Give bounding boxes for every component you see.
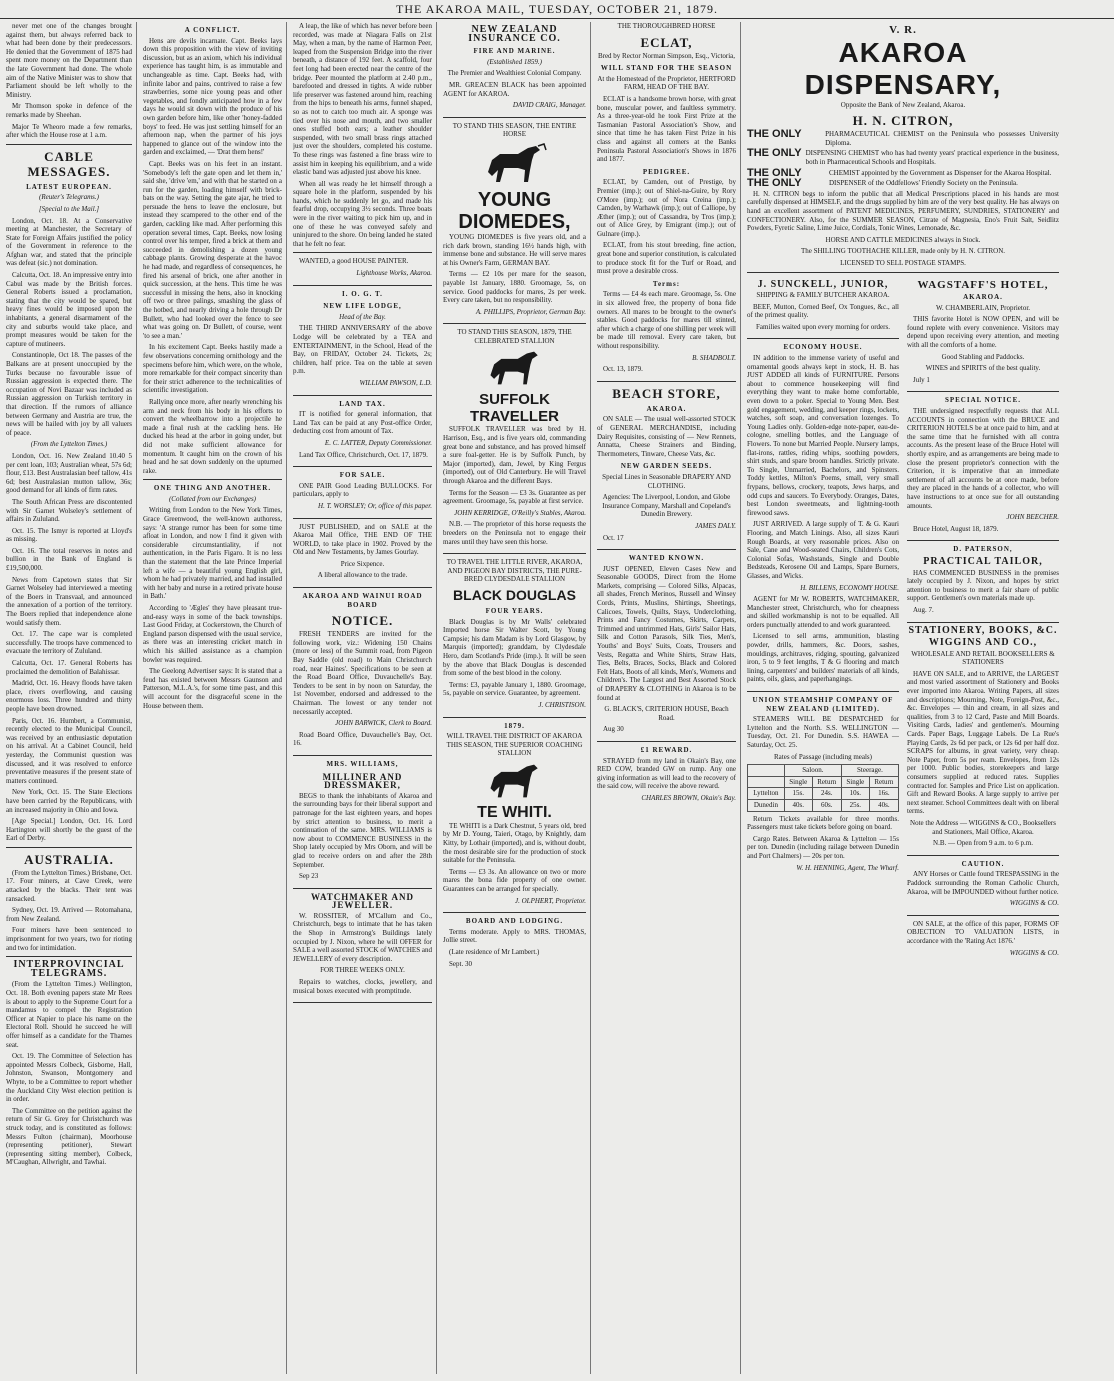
ad-title: NOTICE. <box>331 613 394 629</box>
column-6 <box>747 22 1063 1374</box>
dispatch: Paris, Oct. 16. Humbert, a Communist, recently elected to the Municipal Council, was received by an enthusiastic deputation on his arrival. At a Cabinet Council, held yesterday, the Communist question was discussed, and it was resolved to enforce preventative measures if the present state of matters continued. <box>6 716 132 785</box>
table-header <box>748 765 785 777</box>
ad-subtitle: Rates of Passage (including meals) <box>774 752 872 761</box>
ad-body: IN addition to the immense variety of useful and ornamental goods always kept in stock, H. B. has JUST ADDED all kinds of FURNITURE. Persons about to commence housekeeping will find everything they want to make home comfortable, even down to a poker. Special to Young Men. Best gold engagement, wedding, and keeper rings, lockets, watches, soft soap, and conversation lozenges. To Young Ladies only. Golden-edge note-paper, eau-de-cologne, smelling bottles, and the Language of Flowers. To none but Married People. Nursery lamps, flat-irons, rattles, riding whips, soothing powders, shirt studs, and spare broom handles. Strictly private. To Single, Unmarried, Bachelors, and Spinsters. Toddy kettles, Milton's Poems, small, very small frypans, bellows, crockery, teapots, Jews harps, and odd cups and saucers. To Everybody. Oranges, Dates, best London sweetmeats, and lightning-tooth firewood saws. <box>747 354 899 517</box>
ad-note: N.B. — The proprietor of this horse requests the breeders on the Peninsula not to engage their mares until they have seen this horse. <box>443 520 586 546</box>
ad-body: JUST PUBLISHED, and on SALE at the Akaroa Mail Office, THE END OF THE WORLD, to take place in 1902. Proved by the Old and New Testaments, by James Gourlay. <box>293 522 432 557</box>
column-5 <box>597 22 741 1374</box>
dispatch: Oct. 15. The Ismyr is reported at Lloyd's as missing. <box>6 526 132 544</box>
ad-reward <box>597 746 736 803</box>
ad-body: Black Douglas is by Mr Walls' celebrated Imported horse Sir Walter Scott, by Young Campsie; his dam Madam is by Lord Glasgow, by Marquis (imported); granddam, by Clydesdale Hero, dam Scotland's Pride (imp.). It will be seen by the above that Black Douglas is descended from some of the best blood in the colony. <box>443 617 586 678</box>
the-only-list <box>747 130 1059 188</box>
ad-note: N.B. — Open from 9 a.m. to 6 p.m. <box>933 839 1033 848</box>
ad-date: Aug 30 <box>603 725 624 734</box>
masthead: THE AKAROA MAIL, TUESDAY, OCTOBER 21, 1879. <box>0 0 1114 19</box>
only-text: CHEMIST appointed by the Government as Dispenser for the Akaroa Hospital. <box>829 168 1052 177</box>
ad-tailor <box>907 545 1059 622</box>
ad-body: JUST ARRIVED. A large supply of T. & G. Kauri Flooring, and Match Linings. Also, all sizes Kauri Rough Boards, at very reasonable prices. Also on Sale, Cane and Wood-seated Chairs, Children's Cots, Colonial Sofas, Washstands, Single and Double Bedsteads, Kerosene Oil and Lamps, Spare Burners, Glasses, and Wicks. <box>747 520 899 580</box>
ad-signature: JAMES DALY. <box>695 521 736 530</box>
ad-beach-store <box>597 386 736 550</box>
table-header: Return <box>812 776 841 788</box>
ad-title: ECONOMY HOUSE. <box>783 343 863 352</box>
ad-subtitle: Terms: <box>652 279 681 288</box>
ad-road-board <box>293 592 432 756</box>
ad-title: UNION STEAMSHIP COMPANY OF NEW ZEALAND (LIMITED). <box>752 696 894 713</box>
table-header: Saloon. <box>784 765 841 777</box>
ad-cargo: Cargo Rates. Between Akaroa & Lyttelton — 15s per ton. Dunedin (including railage between Dunedin and Port Chalmers) — 20s per ton. <box>747 834 899 860</box>
divider <box>293 252 432 253</box>
ad-stationery <box>907 624 1059 856</box>
ad-terms: Terms: £3, payable January 1, 1880. Groomage, 5s, payable on service. Guarantee, by agreement. <box>443 680 586 698</box>
ad-body: THIS favorite Hotel is NOW OPEN, and will be found replete with every convenience. Visitors may depend upon receiving every attention, and meeting with all the comforts of a home. <box>907 315 1059 350</box>
ad-body: STEAMERS WILL BE DESPATCHED for Lyttelton and the North. S.S. WELLINGTON — Tuesday, Oct. 21. For Dunedin. S.S. HAWEA — Saturday, Oct. 25. <box>747 715 899 749</box>
dispensary-licensed: LICENSED TO SELL POSTAGE STAMPS. <box>840 258 966 267</box>
only-label: THE ONLY <box>747 177 802 190</box>
only-text: DISPENSER of the Oddfellows' Friendly Society on the Peninsula. <box>829 179 1018 188</box>
table-header-row <box>748 776 899 788</box>
ad-title: WAGSTAFF'S HOTEL, <box>917 278 1049 291</box>
article-text: Mr Thomson spoke in defence of the remarks made by Sheehan. <box>6 102 132 119</box>
table-cell: 40s. <box>869 799 898 811</box>
ad-special-notice <box>907 396 1059 541</box>
ad-body: ECLAT is a handsome brown horse, with great bone, muscular power, and faultless symmetry. As a three-year-old he took First Prize at the Tasmanian Pastoral Association's Show, and since that time he has taken First Prize in his class and against all comers at the Banks Peninsula Pastoral Association's Shows in 1876 and 1877. <box>597 94 736 164</box>
table-header: Single <box>784 776 812 788</box>
ad-body: THE THIRD ANNIVERSARY of the above Lodge will be celebrated by a TEA and ENTERTAINMENT, in the School, Head of the Bay, on FRIDAY, October 24. Tickets, 2s; children, half price. Tea on the table at seven p.m. <box>293 324 432 376</box>
article-text: Capt. Beeks was on his feet in an instant. 'Somebody's left the gate open and let them in,' said she, 'drive 'em,' and with that he started on a run for the garden, loading himself with brick-bats on the way. Setting the gate ajar, he tried to persuade the hens to leave the enclosure, but instead they scampered to the other end of the garden, cackling like mad. After performing this operation several times, Capt. Beeks, now losing control over his temper, fired a brick at them and succeeded in demolishing a dozen young cabbage plants. Growing desperate at the havoc he had made, and regardless of consequences, he fired his arsenal of brick, one after another in quick succession, at the hens. This time he was successful in missing the hens, also in knocking off two or three palings, smashing the glass of the hotbed, and nearly driving a hole through Dr Bullett, who had looked over the fence to see what was going on. Dr Bullett, of course, went 'to see a man.' <box>143 159 282 340</box>
ad-subtitle: FIRE AND MARINE. <box>473 47 556 56</box>
table-cell: 10s. <box>841 788 869 800</box>
ad-title: WILL STAND FOR THE SEASON <box>600 64 733 73</box>
dispensary-body: H. N. CITRON begs to inform the public that all Medical Prescriptions placed in his hands are most carefully dispensed at HIMSELF, and the drugs supplied by him are of the very best quality. He has always on hand an excellent assortment of PATENT MEDICINES, PERFUMERY, SUNDRIES, STATIONERY and CONFECTIONERY. Also, for the SUMMER SEASON, Citrate of Magnesia, Eno's Fruit Salt, Seidlitz Powders, Fyretic Saline, Lime Juice, Cordials, Tonic Wines, Lemonade, &c. <box>747 189 1059 233</box>
the-only-row <box>747 166 1059 179</box>
ad-place: Road Board Office, Duvauchelle's Bay, Oct. 16. <box>293 730 432 748</box>
ad-body: ECLAT, by Camden, out of Prestige, by Premier (imp.); out of Shiel-na-Guire, by Rory O'More (imp.); out of Nora Creina (imp.); Camden, by Warhawk (imp.); out of Calliope, by Æther (imp.); out of Cassandra, by Tros (imp.); out of Alice Grey, by Emigrant (imp.); out of Gulnare (imp.). <box>597 178 736 238</box>
ad-body: ECLAT, from his stout breeding, fine action, great bone and superior constitution, is calculated to produce stock fit for the Turf or Road, and must prove a desirable cross. <box>597 241 736 276</box>
ad-body: W. ROSSITER, of M'Callum and Co., Christchurch, begs to intimate that he has taken the Shop in Armstrong's Buildings lately occupied by J. Nixon, where he will OFFER for SALE a well assorted STOCK of WATCHES and JEWELLERY of every description. <box>293 911 432 963</box>
dispatch: News from Capetown states that Sir Garnet Wolseley had interviewed a meeting of the Boers in Transvaal, and announced the annexation of a portion of the territory. The Boers replied that independence alone would satisfy them. <box>6 575 132 627</box>
ad-head: WILL TRAVEL THE DISTRICT OF AKAROA THIS SEASON, THE SUPERIOR COACHING STALLION <box>446 732 583 758</box>
section-title: CABLE MESSAGES. <box>27 148 111 179</box>
ad-agencies: Agencies: The Liverpool, London, and Globe Insurance Company, Marshall and Copeland's Dunedin Brewery. <box>602 493 731 519</box>
ad-body: MR. GREACEN BLACK has been appointed AGENT for AKAROA. <box>443 80 586 98</box>
dispatch: Oct. 16. The total reserves in notes and bullion in the Bank of England is £19,500,000. <box>6 546 132 573</box>
only-label: THE ONLY <box>747 147 802 160</box>
article-text: Writing from London to the New York Times, Grace Greenwood, the well-known authoress, says: 'A strange rumor has been for some time afloat in London, and now I find it given with considerable circumstantiality, if not authentication, in the Paris Figaro. It is no less than the statement that the late Prince Imperial left a wife — a beautiful young English girl, whom he had privately married, and had installed with her baby and nurse in a retired private house in Bath.' <box>143 506 282 601</box>
dispatch: London, Oct. 18. At a Conservative meeting at Manchester, the Secretary of State for Foreign Affairs justified the policy of the Government in reference to the Afghan war, and stated that the principle was defeat (sic.) not domination. <box>6 216 132 268</box>
dispatch: Sydney, Oct. 19. Arrived — Rotomahana, from New Zealand. <box>6 906 132 923</box>
ad-subtitle: SHIPPING & FAMILY BUTCHER AKAROA. <box>756 291 890 300</box>
table-header-row <box>748 765 899 777</box>
ad-body: YOUNG DIOMEDES is five years old, and a rich dark brown, standing 16½ hands high, with immense bone and substance. He will serve mares at his Owner's Farm, GERMAN BAY. <box>443 232 586 267</box>
ad-on-sale-forms <box>907 920 1059 957</box>
table-header: Steerage. <box>841 765 898 777</box>
source-line: (From the Lyttelton Times.) <box>30 440 108 449</box>
dispensary-toothache: The SHILLING TOOTHACHE KILLER, made only by H. N. CITRON. <box>800 247 1006 256</box>
ad-young-diomedes <box>443 122 586 325</box>
table-header <box>748 776 785 788</box>
ad-black-douglas <box>443 558 586 717</box>
ad-body: THE undersigned respectfully requests that ALL ACCOUNTS in connection with the BRUCE and CRITERION HOTELS be at once paid to him, and at the same time that he furnished with all contra accounts. As the present lease of the Bruce Hotel will shortly expire, and as arrangements are being made to close the present proprietor's connection with the Criterion, it is imperative that an immediate settlement of all accounts be at once made, before they are placed in the hands of a collector, who will have instructions to at once sue for all outstanding amounts. <box>907 407 1059 510</box>
ad-date: Aug. 7. <box>913 605 934 614</box>
ad-price: Price Sixpence. <box>340 559 385 568</box>
ad-firm: WIGGINS AND CO., <box>928 637 1038 649</box>
ad-signature: J. OLPHERT, Proprietor. <box>515 896 586 905</box>
ad-signature: JOHN BEECHER. <box>1006 513 1059 522</box>
ad-suffolk-traveller <box>443 328 586 554</box>
ad-subtitle: WHOLESALE AND RETAIL BOOKSELLERS & STATIONERS <box>911 649 1055 667</box>
table-cell: 15s. <box>784 788 812 800</box>
ad-title: £1 REWARD. <box>640 745 693 754</box>
article-text: In his excitement Capt. Beeks hastily made a few observations concerning ornithology and the specimens before him, which were, on the whole, more remarkable for their compact sincerity than for their strict adherence to the technicalities of scientific investigation. <box>143 343 282 395</box>
dispatch: Four miners have been sentenced to imprisonment for two years, two for rioting and two for intimidation. <box>6 926 132 952</box>
article-text: When all was ready he let himself through a square hole in the platform, suspended by his hands, which he suddenly let go, and made his fearful drop, occupying 3½ seconds. Three boats were in the river waiting to pick him up, and in one of these he was conveyed safely and uninjured to the shore. On being landed he stated that he felt no fear. <box>293 179 432 248</box>
ad-place: Head of the Bay. <box>339 312 386 321</box>
ad-terms: Terms — £4 4s each mare. Groomage, 5s. One in six allowed free, the property of bona fide owners. All mares to be brought to the owner's stables. Good paddocks for mares till stinted, after which a charge of one shilling per week will be made till removal. Every care taken, but without responsibility. <box>597 290 736 350</box>
section-title: AUSTRALIA. <box>24 851 114 867</box>
dispatch: London, Oct. 16. New Zealand 10.40 5 per cent loan, 103; Australian wheat, 57s 6d; flour, £13. Best Australasian beef tallow, 41s 6d; best Australasian mutton tallow, 36s; good demand for all kinds of firm rates. <box>6 451 132 495</box>
col6-right <box>907 277 1059 961</box>
ad-economy-house <box>747 343 899 692</box>
ad-body: HAS COMMENCED BUSINESS in the premises lately occupied by J. Nixon, and hopes by strict attention to business to merit a fair share of public support. Gentlemen's own materials made up. <box>907 568 1059 603</box>
ad-title: FOR SALE. <box>339 471 386 480</box>
ad-title: I. O. G. T. <box>342 289 383 298</box>
ad-bred: Bred by Rector Norman Simpson, Esq., Victoria, <box>597 51 736 60</box>
ad-te-whiti <box>443 722 586 914</box>
dispatch: (From the Lyttelton Times.) Brisbane, Oct. 17. Four miners, at Cave Creek, were attacked by the blacks. Their tent was ransacked. <box>6 868 132 903</box>
ad-head: TO STAND THIS SEASON, THE ENTIRE HORSE <box>452 121 577 139</box>
ad-publication <box>293 523 432 589</box>
fares-table <box>747 764 899 811</box>
ad-insurance <box>443 26 586 118</box>
ad-wanted-known <box>597 554 736 742</box>
dispensary-horse: HORSE AND CATTLE MEDICINES always in Stock. <box>825 235 981 244</box>
article-text: The Geelong Advertiser says: It is stated that a feud has existed between Messrs Gaunson and Patterson, M.L.A.'s, for some time past, and this will account for the disgraceful scene in the House between them. <box>143 667 282 710</box>
divider <box>6 956 132 957</box>
article-title: ONE THING AND ANOTHER. <box>153 484 272 493</box>
ad-terms: Terms — £3 3s. An allowance on two or more mares the bona fide property of one owner. Guarantees can be arranged for specially. <box>443 867 586 894</box>
dispatch: The Committee on the petition against the return of Sir G. Grey for Christchurch was struck today, and is constituted as follows: Messrs Fulton (chairman), Moorhouse (representing petitioner), Stewart (representing sitting member), Colbeck, M'Caughan, Allwright, and Tawhai. <box>6 1106 132 1167</box>
dispensary-address: Opposite the Bank of New Zealand, Akaroa. <box>840 100 966 109</box>
ad-watchmaker <box>293 893 432 1004</box>
table-cell: Dunedin <box>748 799 785 811</box>
ad-signature: WIGGINS & CO. <box>1009 899 1059 908</box>
ad-body: ONE PAIR Good Leading BULLOCKS. For particulars, apply to <box>293 481 432 499</box>
dispatch: Madrid, Oct. 16. Heavy floods have taken place, rivers overflowing, and causing enormous loss. Three hundred and thirty people have been drowned. <box>6 679 132 713</box>
article-text: According to 'Ægles' they have pleasant true-and-easy ways in some of the back townships. Last Good Friday, at Cockerstown, the Church of England parson dispensed with the usual service, as there was an interesting cricket match in which his skilled assistance as a champion bowler was required. <box>143 604 282 664</box>
ad-signature: B. SHADBOLT. <box>692 353 736 362</box>
ad-title: SPECIAL NOTICE. <box>944 396 1022 405</box>
article-text: Major Te Wheoro made a few remarks, after which the House rose at 1 a.m. <box>6 122 132 140</box>
dispatch: Oct. 17. The cape war is completed successfully. The troops have commenced to evacuate the territory of Zululand. <box>6 630 132 656</box>
ad-terms: Terms — £2 10s per mare for the season, payable 1st January, 1880. Groomage, 5s, on service. Good paddocks for mares, 2s per week. Every care taken, but no responsibility. <box>443 270 586 305</box>
ad-note: Good Stabling and Paddocks. <box>941 352 1025 361</box>
ad-butcher <box>747 278 899 340</box>
ad-head: AKAROA AND WAINUI ROAD BOARD <box>302 592 423 609</box>
divider <box>6 144 132 145</box>
ad-body: ON SALE, at the office of this paper, FORMS OF OBJECTION TO VALUATION LISTS, in accordance with the 'Rating Act 1876.' <box>907 919 1059 945</box>
ad-signature: H. T. WORSLEY; Or, office of this paper. <box>318 501 432 510</box>
ad-title: WANTED, a good HOUSE PAINTER. <box>299 257 409 266</box>
ad-signature: WILLIAM PAWSON, L.D. <box>359 378 432 387</box>
article-text: Hens are devils incarnate. Capt. Beeks lays down this proposition with the view of inviting discussion, but as an axiom, which his individual experience has taught him, is as immutable and unchangeable as time. Capt. Beeks had, with infinite labor and pains, contrived to raise a few strawberries, some nice young peas and other vegetables, and fondly anticipated how in a few days he would sit down with the produce of his own garden before him, like other 'honey-fadded boys' to feed. He was just settling himself for an afternoon nap, when the partner of his joys happened to glance out of the window into the garden and exclaimed, — 'Drat them hens!' <box>143 36 282 157</box>
divider <box>143 479 282 480</box>
ad-body: Terms moderate. Apply to MRS. THOMAS, Jollie street. <box>443 927 586 945</box>
columns <box>6 22 1110 1374</box>
dispatch: [Age Special.] London, Oct. 16. Lord Hartington will shortly be the guest of the Earl of Derby. <box>6 817 132 843</box>
ad-body: BEGS to thank the inhabitants of Akaroa and the surrounding bays for their liberal support and patronage for the last eighteen years, and hopes by strict attention to business, to merit a continuation of the same. MRS. WILLIAMS is now about to COMMENCE BUSINESS in the Shop lately occupied by Mrs Oborn, and will be glad to receive orders on and after the 28th September. <box>293 791 432 869</box>
ad-signature: H. BILLENS, ECONOMY HOUSE. <box>800 583 899 592</box>
col6-split <box>747 277 1059 961</box>
ad-date: Sep 23 <box>299 872 319 881</box>
ad-date: Bruce Hotel, August 18, 1879. <box>913 524 999 533</box>
column-1 <box>6 22 137 1374</box>
ad-name: D. PATERSON, <box>953 545 1013 554</box>
only-text: PHARMACEUTICAL CHEMIST on the Peninsula who possesses University Diploma. <box>825 130 1059 147</box>
ad-place: AKAROA. <box>646 404 687 413</box>
ad-date: July 1 <box>913 375 930 384</box>
column-3 <box>293 22 437 1374</box>
ad-body: IT is notified for general information, that Land Tax can be paid at any Post-office Order, deducting cost from amount of Tax. <box>293 410 432 436</box>
table-header: Return <box>869 776 898 788</box>
section-title: INTERPROVINCIAL TELEGRAMS. <box>13 959 125 979</box>
table-row <box>748 799 899 811</box>
ad-body: JUST OPENED, Eleven Cases New and Seasonable GOODS, Direct from the Home Markets, comprising — Colored Silks, Alpacas, all shades, French Merinos, Russell and Winsey Cords, Prints, Muslins, Shirtings, Sheetings, Calicoes, Towels, Quilts, Stays, Underclothing, Prints and Fancy Costumes, Skirts, Carpets, Trimmed and untrimmed Hats, Girls' Sailor Hats, Silk and Cotton Parasols, Silk Ties, Men's, Youths' and Boys' Suits, Coats, Trousers and Vests, Regatta and White Shirts, Straw Hats, Ties, Belts, Braces, Socks, Black and Colored Felt Hats, Boots of all kinds, Men's, Womens and Children's. The Largest and Best Assorted Stock of DRAPERY & CLOTHING in Akaroa is to be found at <box>597 564 736 702</box>
ad-subtitle: NEW GARDEN SEEDS. <box>620 462 713 471</box>
divider <box>747 272 1059 273</box>
ad-title: LAND TAX. <box>339 399 386 408</box>
ad-head: MRS. WILLIAMS, <box>326 759 399 768</box>
ad-subtitle: NEW LIFE LODGE, <box>323 302 402 311</box>
table-cell: Lyttelton <box>748 788 785 800</box>
horse-icon <box>483 348 547 388</box>
only-label: THE ONLY <box>747 128 802 141</box>
ad-title: WANTED KNOWN. <box>628 554 705 563</box>
table-row <box>748 788 899 800</box>
ad-date: Oct. 17 <box>603 533 624 542</box>
dispensary-owner: H. N. CITRON, <box>852 113 954 129</box>
ad-note: A liberal allowance to the trade. <box>317 571 408 580</box>
dispatch: The South African Press are discontented with Sir Garnet Wolseley's settlement of affairs in Zululand. <box>6 497 132 524</box>
ad-note: Repairs to watches, clocks, jewellery, and musical boxes executed with promptitude. <box>293 978 432 995</box>
banner: V. R. <box>889 24 917 36</box>
ad-horse-name: SUFFOLK TRAVELLER <box>470 391 559 426</box>
article-title: A CONFLICT. <box>184 26 241 34</box>
horse-icon <box>480 142 550 186</box>
ad-steamship <box>747 696 899 872</box>
ad-signature: WIGGINS & CO. <box>1009 948 1059 957</box>
ad-note: Return Tickets available for three months. Passengers must take tickets before going on board. <box>747 814 899 832</box>
dispatch: Calcutta, Oct. 17. General Roberts has proclaimed the demolition of Balahissar. <box>6 659 132 676</box>
column-4 <box>443 22 591 1374</box>
ad-address: Note the Address — WIGGINS & CO., Booksellers and Stationers, Mail Office, Akaroa. <box>910 818 1056 836</box>
ad-title: MILLINER AND DRESSMAKER, <box>322 771 403 791</box>
source-line: (Reuter's Telegrams.) <box>39 193 99 202</box>
ad-board-lodging <box>443 917 586 968</box>
ad-body: Licensed to sell arms, ammunition, blasting powder, drills, hammers, &c. Doors, sashes, mouldings, architraves, ridging, spouting, galvanized iron, 5 to 9 feet lengths, T & G flooring and match lining, carpenters' and builders' materials of all kinds, paints, oils, glass, and paperhangings. <box>747 632 899 684</box>
ad-head: THE THOROUGHBRED HORSE <box>617 22 716 30</box>
the-only-row <box>747 179 1059 188</box>
ad-title: CAUTION. <box>961 859 1005 868</box>
article-subtitle: (Collated from our Exchanges) <box>168 494 257 503</box>
ad-place: AKAROA. <box>963 293 1003 302</box>
dispatch: Constantinople, Oct 18. The passes of the Balkans are at present unoccupied by the Turks because no favourable issue of Russian aggression is expected there. The occupation of Novi Bazaar was included as Russian aggression on Turkish territory in that direction. If the rumors of alliance between Germany and Austria are true, the news will be hailed with joy by all valuers of peace. <box>6 351 132 437</box>
ad-signature: G. BLACK'S, CRITERION HOUSE, Beach Road. <box>604 705 729 722</box>
ad-title: NEW ZEALAND INSURANCE CO. <box>468 24 561 44</box>
ad-house-painter <box>293 257 432 285</box>
ad-title: J. SUNCKELL, JUNIOR, <box>757 278 889 290</box>
ad-address: Lighthouse Works, Akaroa. <box>356 269 432 278</box>
col6-left <box>747 277 899 961</box>
ad-body: ANY Horses or Cattle found TRESPASSING in the Paddock surrounding the Roman Catholic Church, Akaroa, will be IMPOUNDED without further notice. <box>907 870 1059 896</box>
ad-signature: A. PHILLIPS, Proprietor, German Bay. <box>475 307 586 316</box>
section-subtitle: LATEST EUROPEAN. <box>26 182 112 191</box>
ad-place: Land Tax Office, Christchurch, Oct. 17, 1879. <box>299 450 428 459</box>
ad-land-tax <box>293 400 432 468</box>
ad-title: BOARD AND LODGING. <box>465 917 564 926</box>
ad-body: BEEF, Mutton, Corned Beef, Ox Tongues, &c., all of the primest quality. <box>747 302 899 320</box>
ad-note: Families waited upon every morning for orders. <box>756 322 890 331</box>
ad-terms: Terms for the Season — £3 3s. Guarantee as per agreement. Groomage, 5s, payable at first service. <box>443 488 586 506</box>
divider <box>6 847 132 848</box>
table-cell: 40s. <box>784 799 812 811</box>
ad-note: (Late residence of Mr Lambert.) <box>449 948 540 956</box>
ad-wagstaffs-hotel <box>907 278 1059 393</box>
table-cell: 25s. <box>841 799 869 811</box>
ad-place: At the Homestead of the Proprietor, HERTFORD FARM, HEAD OF THE BAY. <box>597 74 736 92</box>
ad-body: AGENT for Mr W. ROBERTS, WATCHMAKER, Manchester street, Christchurch, who for cheapness and skilled workmanship is not to be equalled. All orders punctually attended to and work guaranteed. <box>747 595 899 629</box>
ad-caution <box>907 860 1059 916</box>
ad-horse-name: YOUNG DIOMEDES, <box>458 188 571 233</box>
ad-age: FOUR YEARS. <box>485 606 544 615</box>
ad-body: SUFFOLK TRAVELLER was bred by H. Harrison, Esq., and is five years old, commanding great bone and substance, and has proved himself a sure foal-getter. He is by Suffolk Punch, by Major (imported), dam, Jewel, by King Fergus (imported), out of Old Canterbury. He will Travel through Akaroa and the different Bays. <box>443 425 586 486</box>
ad-milliner <box>293 760 432 889</box>
ad-year: 1879. <box>504 721 525 730</box>
ad-signature: E. C. LATTER, Deputy Commissioner. <box>324 438 432 447</box>
ad-signature: JOHN BARWICK, Clerk to Board. <box>335 719 432 728</box>
dispatch: (From the Lyttelton Times.) Wellington, Oct. 18. Both evening papers state Mr Rees is about to apply to the Supreme Court for a mandamus to compel the Registration Officer at Napier to place his name on the Electoral Roll. Should he succeed he will offer himself as a candidate for the Thames seat. <box>6 980 132 1049</box>
ad-horse-name: ECLAT, <box>640 34 693 50</box>
article-text: never met one of the changes brought against them, but always referred back to what had been done by their predecessors. He denied that the Government of 1875 had spent more money on the Department than the late Government had done. The whole aim of the Native Minister was to show that Parliament should be left wholly to the Ministry. <box>6 22 132 99</box>
ad-signature: J. CHRISTISON. <box>538 700 586 709</box>
ad-title: WATCHMAKER AND JEWELLER. <box>310 891 415 911</box>
ad-horse-name: TE WHITI. <box>477 803 552 821</box>
ad-signature: JOHN KERRIDGE, O'Reilly's Stables, Akaroa. <box>454 508 586 517</box>
table-cell: 16s. <box>869 788 898 800</box>
ad-date: Oct. 13, 1879. <box>603 365 643 374</box>
ad-title: STATIONERY, BOOKS, &C. <box>908 624 1058 636</box>
ad-lines: Special Lines in Seasonable DRAPERY AND CLOTHING. <box>602 472 731 490</box>
only-text: DISPENSING CHEMIST who has had twenty years' practical experience in the business, both in Pharmaceutical Schools and Hospitals. <box>805 149 1059 166</box>
ad-owner: W. CHAMBERLAIN, Proprietor. <box>935 303 1031 312</box>
the-only-row <box>747 130 1059 147</box>
ad-for-sale <box>293 471 432 518</box>
source-line: [Special to the Mail.] <box>38 204 100 213</box>
ad-lodge <box>293 290 432 396</box>
ad-subtitle: PEDIGREE. <box>642 167 691 176</box>
ad-note: WINES and SPIRITS of the best quality. <box>925 364 1041 373</box>
ad-horse-name: BLACK DOUGLAS <box>453 586 576 603</box>
dispatch: New York, Oct. 15. The State Elections have been carried by the Republicans, with an increased majority in Ohio and Iowa. <box>6 788 132 814</box>
dispatch: Calcutta, Oct. 18. An impressive entry into Cabul was made by the British forces. General Roberts issued a proclamation, stating that the city would be spared, but heavy fines would be imposed upon the inhabitants, a general disarmament of the city and suburbs would take place, and prompt measures would be taken for the capture of mutineers. <box>6 271 132 348</box>
ad-body: TE WHITI is a Dark Chestnut, 5 years old, bred by Mr D. Young, Taieri, Otago, by Knightly, dam Kitty, by Lothair (imported), and is, without doubt, the most desirable sire for the production of stock suitable for the Peninsula. <box>443 821 586 865</box>
ad-title: PRACTICAL TAILOR, <box>923 555 1043 567</box>
ad-signature: DAVID CRAIG, Manager. <box>512 101 586 110</box>
ad-signature: W. H. HENNING, Agent, The Wharf. <box>796 863 899 872</box>
table-cell: 60s. <box>812 799 841 811</box>
ad-signature: CHARLES BROWN, Okain's Bay. <box>641 793 736 802</box>
ad-established: (Established 1859.) <box>487 57 542 66</box>
ad-head: TO TRAVEL THE LITTLE RIVER, AKAROA, AND PIGEON BAY DISTRICTS, THE PURE-BRED CLYDESDALE STALLION <box>446 558 583 584</box>
ad-title: BEACH STORE, <box>612 385 721 401</box>
table-cell: 24s. <box>812 788 841 800</box>
ad-date: Sept. 30 <box>449 959 472 968</box>
ad-body: FRESH TENDERS are invited for the following work, viz.: Widening 150 Chains (more or less) of the Summit road, from Pigeon Bay Saddle (old road) to Main Christchurch road, near Haines'. Specifications to be seen at the Road Board Office, Duvauchelle's Bay. Tenders to be sent in by noon on Saturday, the 1st November, endorsed and addressed to the Chairman. The lowest or any tender not necessarily accepted. <box>293 630 432 716</box>
ad-head: TO STAND THIS SEASON, 1879, THE CELEBRATED STALLION <box>457 328 572 345</box>
ad-body: The Premier and Wealthiest Colonial Company. <box>447 69 582 78</box>
dispensary-title: AKAROA DISPENSARY, <box>804 36 1002 100</box>
column-2 <box>143 22 287 1374</box>
only-label: THE ONLY <box>747 166 802 179</box>
the-only-row <box>747 149 1059 166</box>
article-text: Rallying once more, after nearly wrenching his arm and neck from his body in his efforts to convert the wheelbarrow into a projectile he made a final rush at the cackling hens. He ducked his head at the arbor in going under, but did not make sufficient allowance for momentum. It caught him on the crown of his head and he sat down suddenly on the upturned rake. <box>143 397 282 475</box>
ad-body: HAVE ON SALE, and to ARRIVE, the LARGEST and most varied assortment of Stationery and Books ever imported into Akaroa. Writing Papers, all sizes and descriptions; Mourning, Note, Foreign-Post, &c., &c. Envelopes — thin and cream, in all sizes and qualities, from 3 to 12 Card, Paste and Mill Boards. Visiting Cards, ladies' and gentlemen's. Mourning Cards. Paper Bags, Luggage Labels. De La Rue's Playing Cards, 2s 6d per pack, or 12s 6d per half doz. SCRAPS for albums, in great variety, very cheap. Note Paper, from 5s per ream. Envelopes, from 12s per 1000. Public bodies, storekeepers and large consumers supplied at reduced rates. Supplies contracted for. Samples and Price List on application. Gift and Reward Books. A large supply to arrive per next steamer. School Committees dealt with on liberal terms. <box>907 669 1059 816</box>
ad-weeks: FOR THREE WEEKS ONLY. <box>320 966 405 975</box>
article-text: A leap, the like of which has never before been recorded, was made at Niagara Falls on 21st May, when a man, by the name of Harmon Peer, leaped from the Suspension Bridge into the river beneath, a distance of 192 feet. A scaffold, four feet long had been erected near the centre of the bridge. Peer mounted the platform at 2.40 p.m., barefooted and dressed in tights. A wide rubber life preserver was fastened around him, reaching from the hips to beneath his arms, funnel shaped, so as not to catch too much air. A sponge was tied over his nose and mouth, and two smaller ones stuffed both ears; a leather shoulder suspended, with two small brass rings attached just over the shoulders, completed his costume. To these rings was fastened a fine brass wire to assist him in keeping his equilibrium, and a wide elastic band was adjusted just above his knee. <box>293 22 432 177</box>
table-header: Single <box>841 776 869 788</box>
dispatch: Oct. 19. The Committee of Selection has appointed Messrs Colbeck, Gisborne, Hall, Johnston, Swanson, Montgomery and Whyte, to be a Committee to report whether the Auckland City West election petition is in order. <box>6 1052 132 1104</box>
horse-icon <box>483 761 547 801</box>
ad-eclat <box>597 22 736 382</box>
ad-body: STRAYED from my land in Okain's Bay, one RED COW, branded GW on rump. Any one giving information as will lead to the recovery of the said cow, will receive the above reward. <box>597 756 736 791</box>
ad-body: ON SALE — The usual well-assorted STOCK of GENERAL MERCHANDISE, including Dairy Requisites, consisting of — New Rennets, Annatta, Cheese Strainers and Binding, Thermometers, Tinware, Cheese Vats, &c. <box>597 415 736 458</box>
